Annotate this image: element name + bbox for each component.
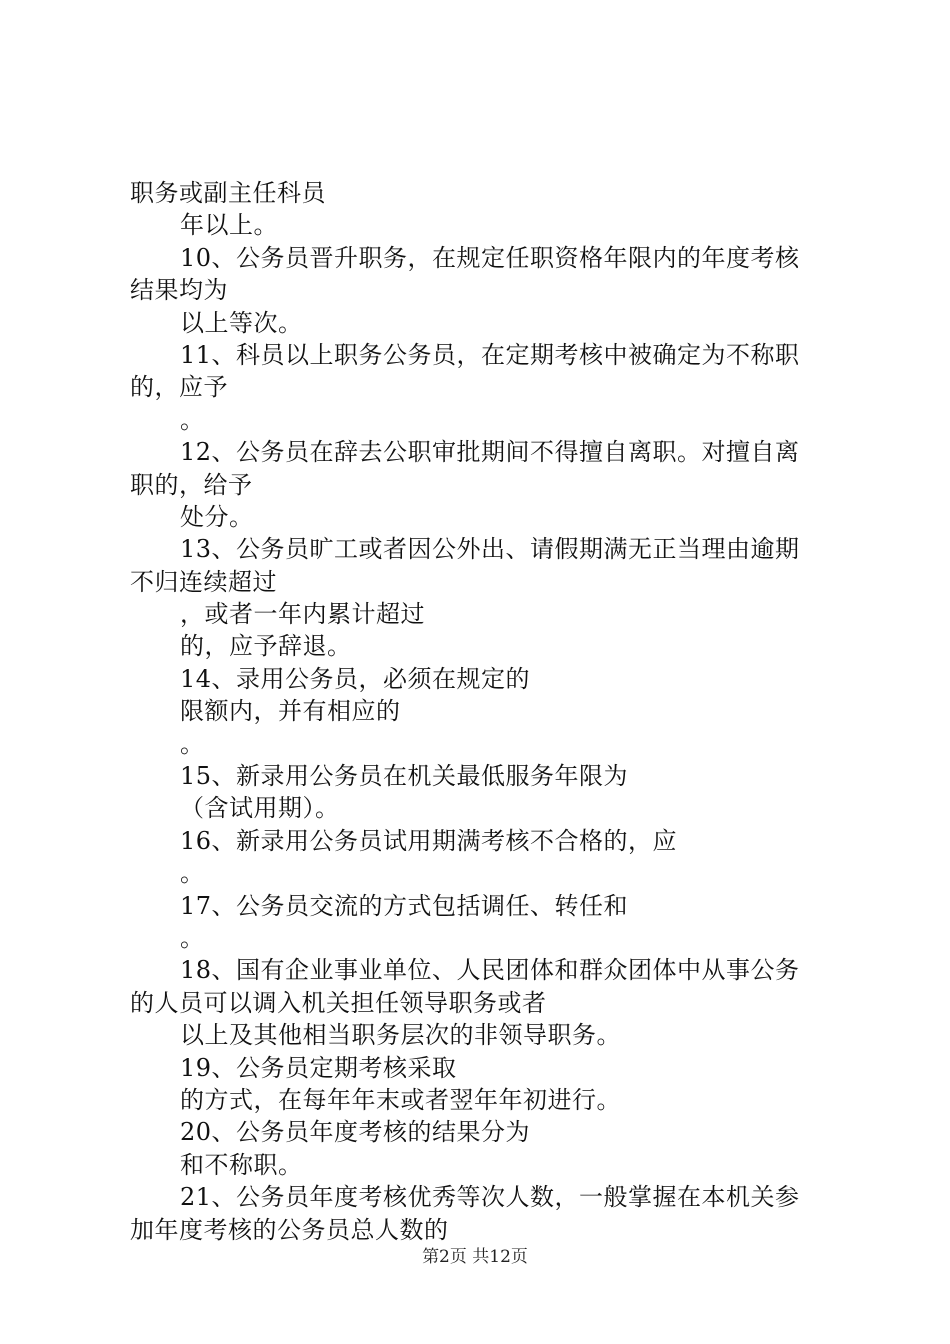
question-15: 15、新录用公务员在机关最低服务年限为 — [180, 762, 629, 791]
question-11: 11、科员以上职务公务员，在定期考核中被确定为不称职 — [180, 340, 800, 369]
text-line: 的，应予 — [130, 373, 228, 402]
text-line: 。 — [180, 923, 205, 952]
text-line: 职的，给予 — [130, 470, 253, 499]
text-line: 和不称职。 — [180, 1150, 303, 1179]
text-line: 。 — [180, 405, 205, 434]
document-body — [130, 177, 835, 1246]
text-line: 处分。 — [180, 502, 254, 531]
text-line: 以上等次。 — [180, 308, 303, 337]
text-line: 结果均为 — [130, 276, 228, 305]
question-21: 21、公务员年度考核优秀等次人数，一般掌握在本机关参 — [180, 1183, 800, 1212]
text-line: 的人员可以调入机关担任领导职务或者 — [130, 988, 547, 1017]
text-line: 的方式，在每年年末或者翌年年初进行。 — [180, 1085, 621, 1114]
text-line: 。 — [180, 859, 205, 888]
question-20: 20、公务员年度考核的结果分为 — [180, 1118, 531, 1147]
text-line: 不归连续超过 — [130, 567, 277, 596]
text-line: 职务或副主任科员 — [130, 179, 326, 207]
question-16: 16、新录用公务员试用期满考核不合格的，应 — [180, 826, 678, 855]
text-line: ，或者一年内累计超过 — [180, 600, 425, 629]
question-19: 19、公务员定期考核采取 — [180, 1053, 457, 1082]
question-17: 17、公务员交流的方式包括调任、转任和 — [180, 891, 629, 920]
text-line: 加年度考核的公务员总人数的 — [130, 1215, 449, 1244]
question-12: 12、公务员在辞去公职审批期间不得擅自离职。对擅自离 — [180, 438, 800, 467]
question-10: 10、公务员晋升职务，在规定任职资格年限内的年度考核 — [180, 243, 800, 272]
question-13: 13、公务员旷工或者因公外出、请假期满无正当理由逾期 — [180, 535, 800, 564]
page-number-footer: 第2页 共12页 — [422, 1247, 528, 1267]
text-line: 。 — [180, 729, 205, 758]
text-line: 限额内，并有相应的 — [180, 697, 401, 726]
text-line: 的，应予辞退。 — [180, 632, 352, 661]
text-line: （含试用期）。 — [180, 794, 340, 823]
question-14: 14、录用公务员，必须在规定的 — [180, 664, 531, 693]
text-line: 以上及其他相当职务层次的非领导职务。 — [180, 1021, 621, 1050]
question-18: 18、国有企业事业单位、人民团体和群众团体中从事公务 — [180, 956, 800, 985]
text-line: 年以上。 — [180, 211, 278, 240]
